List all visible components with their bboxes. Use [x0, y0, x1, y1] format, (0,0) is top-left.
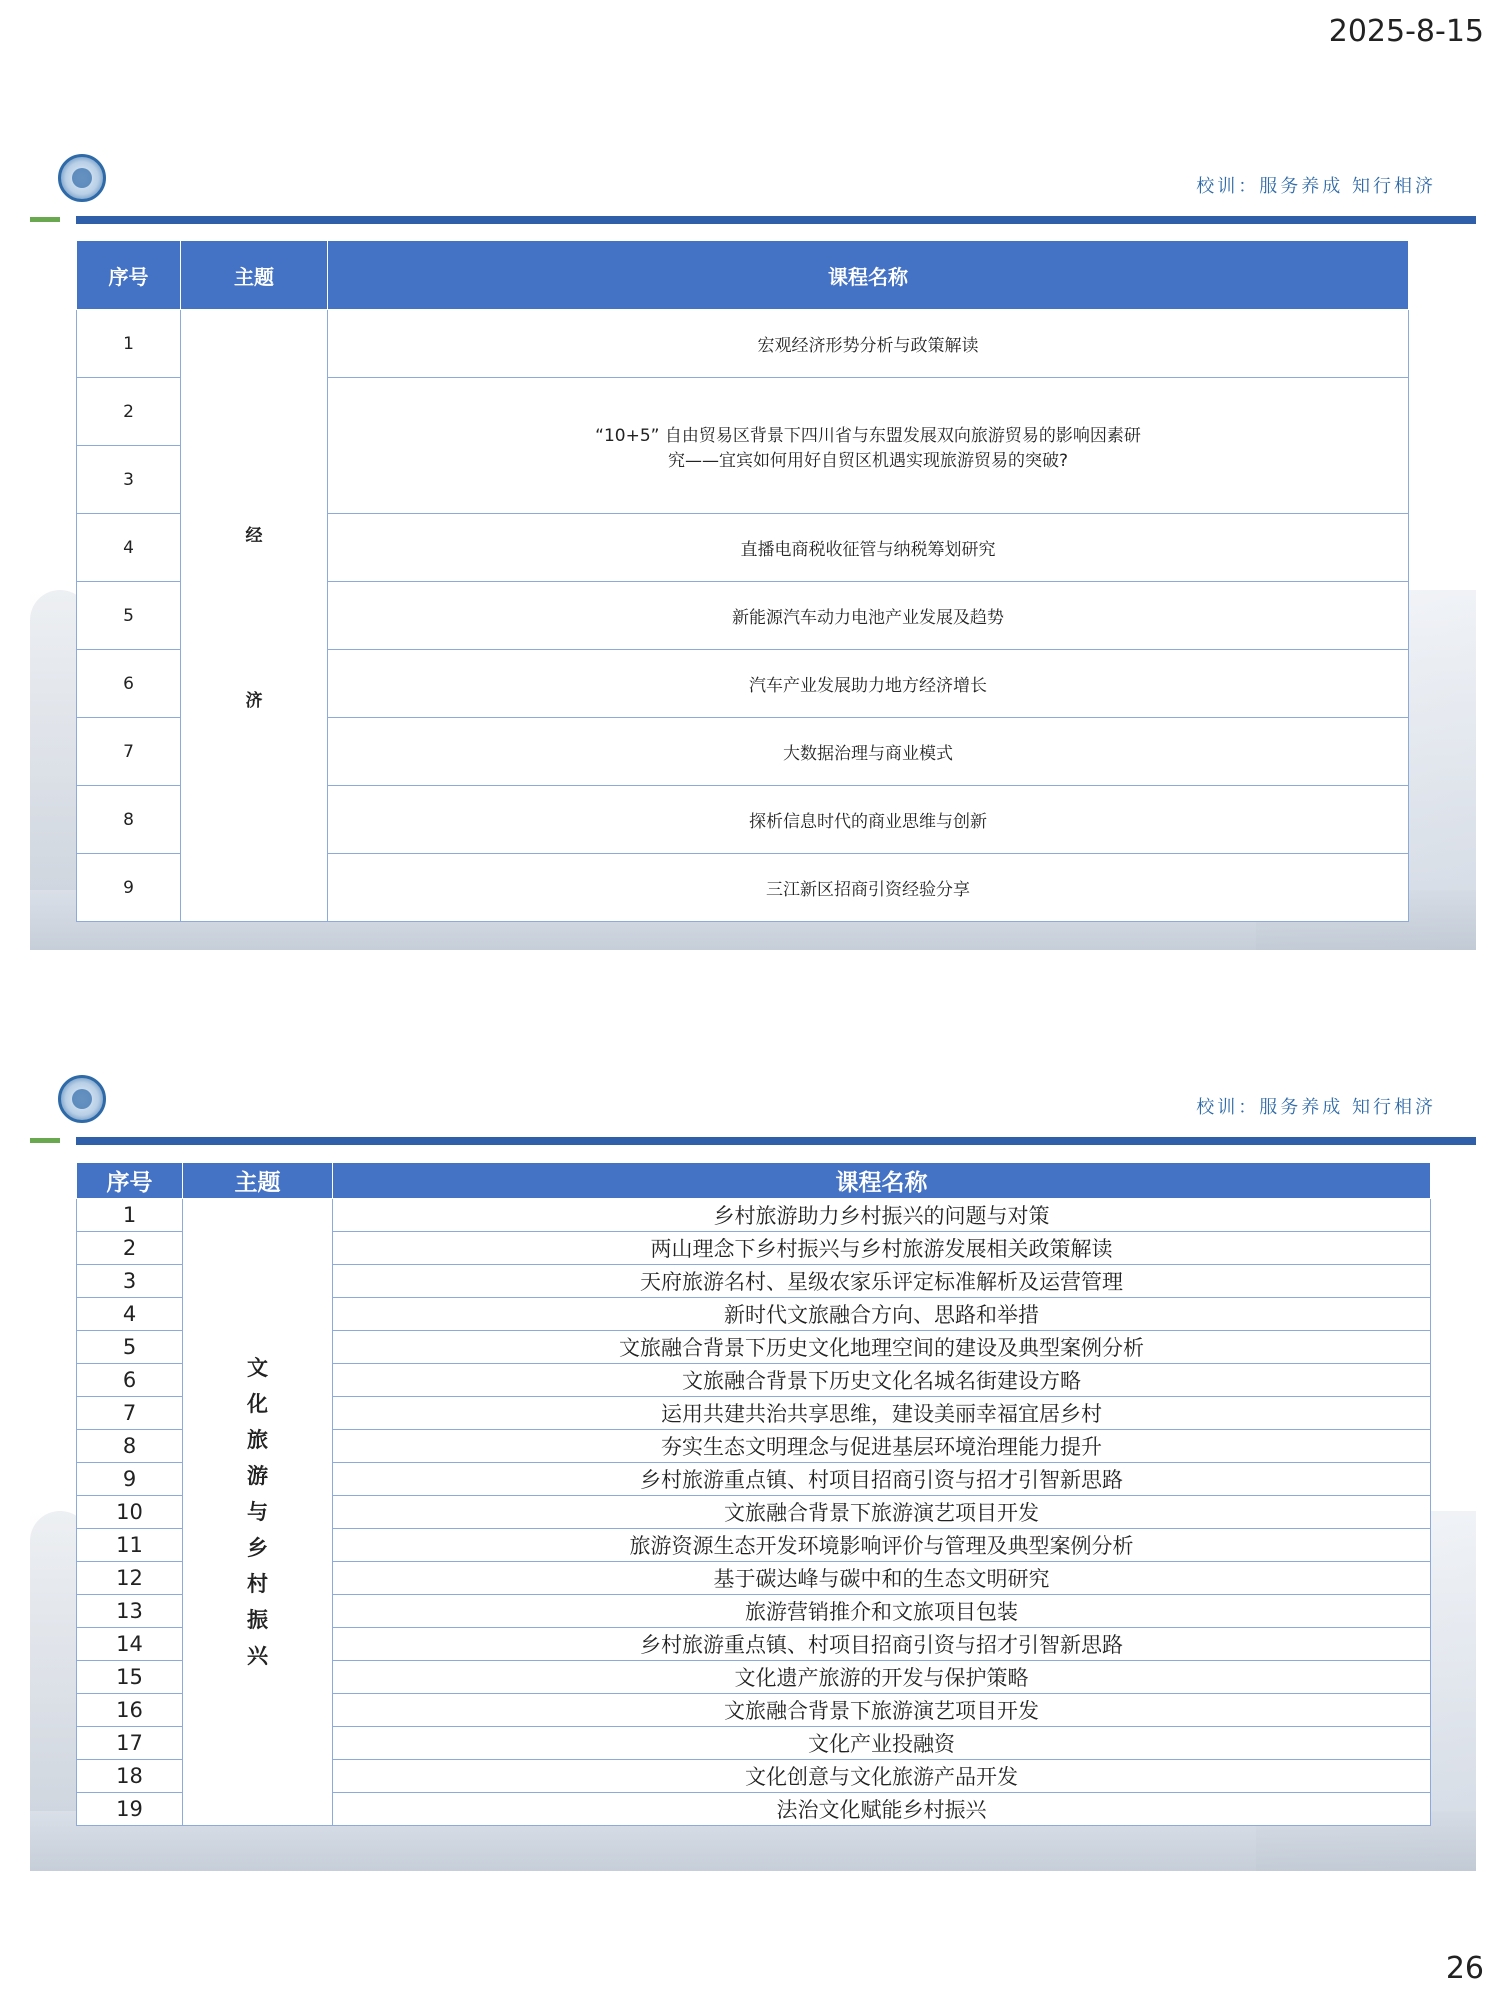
- course-name-line: “10+5” 自由贸易区背景下四川省与东盟发展双向旅游贸易的影响因素研: [595, 425, 1141, 446]
- course-table-economy: [76, 240, 1409, 922]
- row-index: 5: [77, 582, 181, 650]
- school-motto: 校训：服务养成 知行相济: [1196, 176, 1436, 197]
- theme-char: 振: [247, 1608, 268, 1632]
- school-motto: 校训：服务养成 知行相济: [1196, 1097, 1436, 1118]
- header-theme: 主题: [181, 241, 328, 310]
- row-index: 1: [77, 1199, 183, 1232]
- course-name: 文旅融合背景下旅游演艺项目开发: [333, 1496, 1431, 1529]
- course-name: 直播电商税收征管与纳税筹划研究: [328, 514, 1409, 582]
- course-name: 两山理念下乡村振兴与乡村旅游发展相关政策解读: [333, 1232, 1431, 1265]
- row-index: 3: [77, 446, 181, 514]
- row-index: 11: [77, 1529, 183, 1562]
- header-theme: 主题: [183, 1163, 333, 1199]
- course-name-merged: [328, 378, 1409, 514]
- row-index: 1: [77, 310, 181, 378]
- header-course: 课程名称: [328, 241, 1409, 310]
- course-name: 法治文化赋能乡村振兴: [333, 1793, 1431, 1826]
- course-name-line: 究——宜宾如何用好自贸区机遇实现旅游贸易的突破?: [667, 450, 1069, 471]
- theme-char: 与: [247, 1500, 268, 1524]
- theme-char: 游: [247, 1464, 268, 1488]
- row-index: 8: [77, 786, 181, 854]
- school-logo-icon: [58, 154, 106, 202]
- course-name: 文化创意与文化旅游产品开发: [333, 1760, 1431, 1793]
- course-name: 旅游资源生态开发环境影响评价与管理及典型案例分析: [333, 1529, 1431, 1562]
- course-name: 宏观经济形势分析与政策解读: [328, 310, 1409, 378]
- theme-char: 济: [245, 690, 263, 711]
- table-row: [77, 1199, 1431, 1232]
- course-name: 三江新区招商引资经验分享: [328, 854, 1409, 922]
- theme-cell: [183, 1199, 333, 1826]
- row-index: 5: [77, 1331, 183, 1364]
- course-name: 乡村旅游助力乡村振兴的问题与对策: [333, 1199, 1431, 1232]
- course-name: 天府旅游名村、星级农家乐评定标准解析及运营管理: [333, 1265, 1431, 1298]
- row-index: 6: [77, 1364, 183, 1397]
- theme-char: 村: [247, 1572, 268, 1596]
- course-name: 新时代文旅融合方向、思路和举措: [333, 1298, 1431, 1331]
- accent-line-green: [30, 217, 60, 222]
- slide-economy: [30, 148, 1476, 950]
- table-header-row: [77, 1163, 1431, 1199]
- row-index: 4: [77, 514, 181, 582]
- theme-char: 乡: [247, 1536, 268, 1560]
- row-index: 19: [77, 1793, 183, 1826]
- row-index: 7: [77, 718, 181, 786]
- row-index: 12: [77, 1562, 183, 1595]
- row-index: 16: [77, 1694, 183, 1727]
- page-number: 26: [1445, 1951, 1484, 1986]
- course-name: 文化遗产旅游的开发与保护策略: [333, 1661, 1431, 1694]
- row-index: 4: [77, 1298, 183, 1331]
- course-name: 基于碳达峰与碳中和的生态文明研究: [333, 1562, 1431, 1595]
- theme-cell: [181, 310, 328, 922]
- course-name: 大数据治理与商业模式: [328, 718, 1409, 786]
- theme-char: 文: [247, 1356, 268, 1380]
- course-table-culture-tourism: [76, 1162, 1431, 1826]
- row-index: 2: [77, 1232, 183, 1265]
- accent-line-green: [30, 1138, 60, 1143]
- slide-culture-tourism: [30, 1069, 1476, 1871]
- document-date: 2025-8-15: [1328, 14, 1484, 49]
- course-name: 新能源汽车动力电池产业发展及趋势: [328, 582, 1409, 650]
- row-index: 3: [77, 1265, 183, 1298]
- course-name: 探析信息时代的商业思维与创新: [328, 786, 1409, 854]
- row-index: 2: [77, 378, 181, 446]
- table-row: [77, 310, 1409, 378]
- row-index: 13: [77, 1595, 183, 1628]
- row-index: 14: [77, 1628, 183, 1661]
- course-name: 运用共建共治共享思维，建设美丽幸福宜居乡村: [333, 1397, 1431, 1430]
- accent-line-blue: [76, 216, 1476, 224]
- header-index: 序号: [77, 1163, 183, 1199]
- table-header-row: [77, 241, 1409, 310]
- school-logo-icon: [58, 1075, 106, 1123]
- row-index: 9: [77, 854, 181, 922]
- row-index: 15: [77, 1661, 183, 1694]
- row-index: 10: [77, 1496, 183, 1529]
- theme-char: 兴: [247, 1644, 268, 1668]
- row-index: 18: [77, 1760, 183, 1793]
- row-index: 8: [77, 1430, 183, 1463]
- course-name: 文旅融合背景下历史文化名城名街建设方略: [333, 1364, 1431, 1397]
- course-name: 文旅融合背景下旅游演艺项目开发: [333, 1694, 1431, 1727]
- accent-line-blue: [76, 1137, 1476, 1145]
- header-index: 序号: [77, 241, 181, 310]
- course-name: 旅游营销推介和文旅项目包装: [333, 1595, 1431, 1628]
- course-name: 乡村旅游重点镇、村项目招商引资与招才引智新思路: [333, 1463, 1431, 1496]
- course-name: 乡村旅游重点镇、村项目招商引资与招才引智新思路: [333, 1628, 1431, 1661]
- header-course: 课程名称: [333, 1163, 1431, 1199]
- row-index: 17: [77, 1727, 183, 1760]
- course-name: 文旅融合背景下历史文化地理空间的建设及典型案例分析: [333, 1331, 1431, 1364]
- course-name: 汽车产业发展助力地方经济增长: [328, 650, 1409, 718]
- row-index: 9: [77, 1463, 183, 1496]
- row-index: 6: [77, 650, 181, 718]
- theme-char: 化: [247, 1392, 268, 1416]
- theme-char: 经: [245, 525, 263, 546]
- theme-char: 旅: [247, 1428, 268, 1452]
- course-name: 文化产业投融资: [333, 1727, 1431, 1760]
- row-index: 7: [77, 1397, 183, 1430]
- course-name: 夯实生态文明理念与促进基层环境治理能力提升: [333, 1430, 1431, 1463]
